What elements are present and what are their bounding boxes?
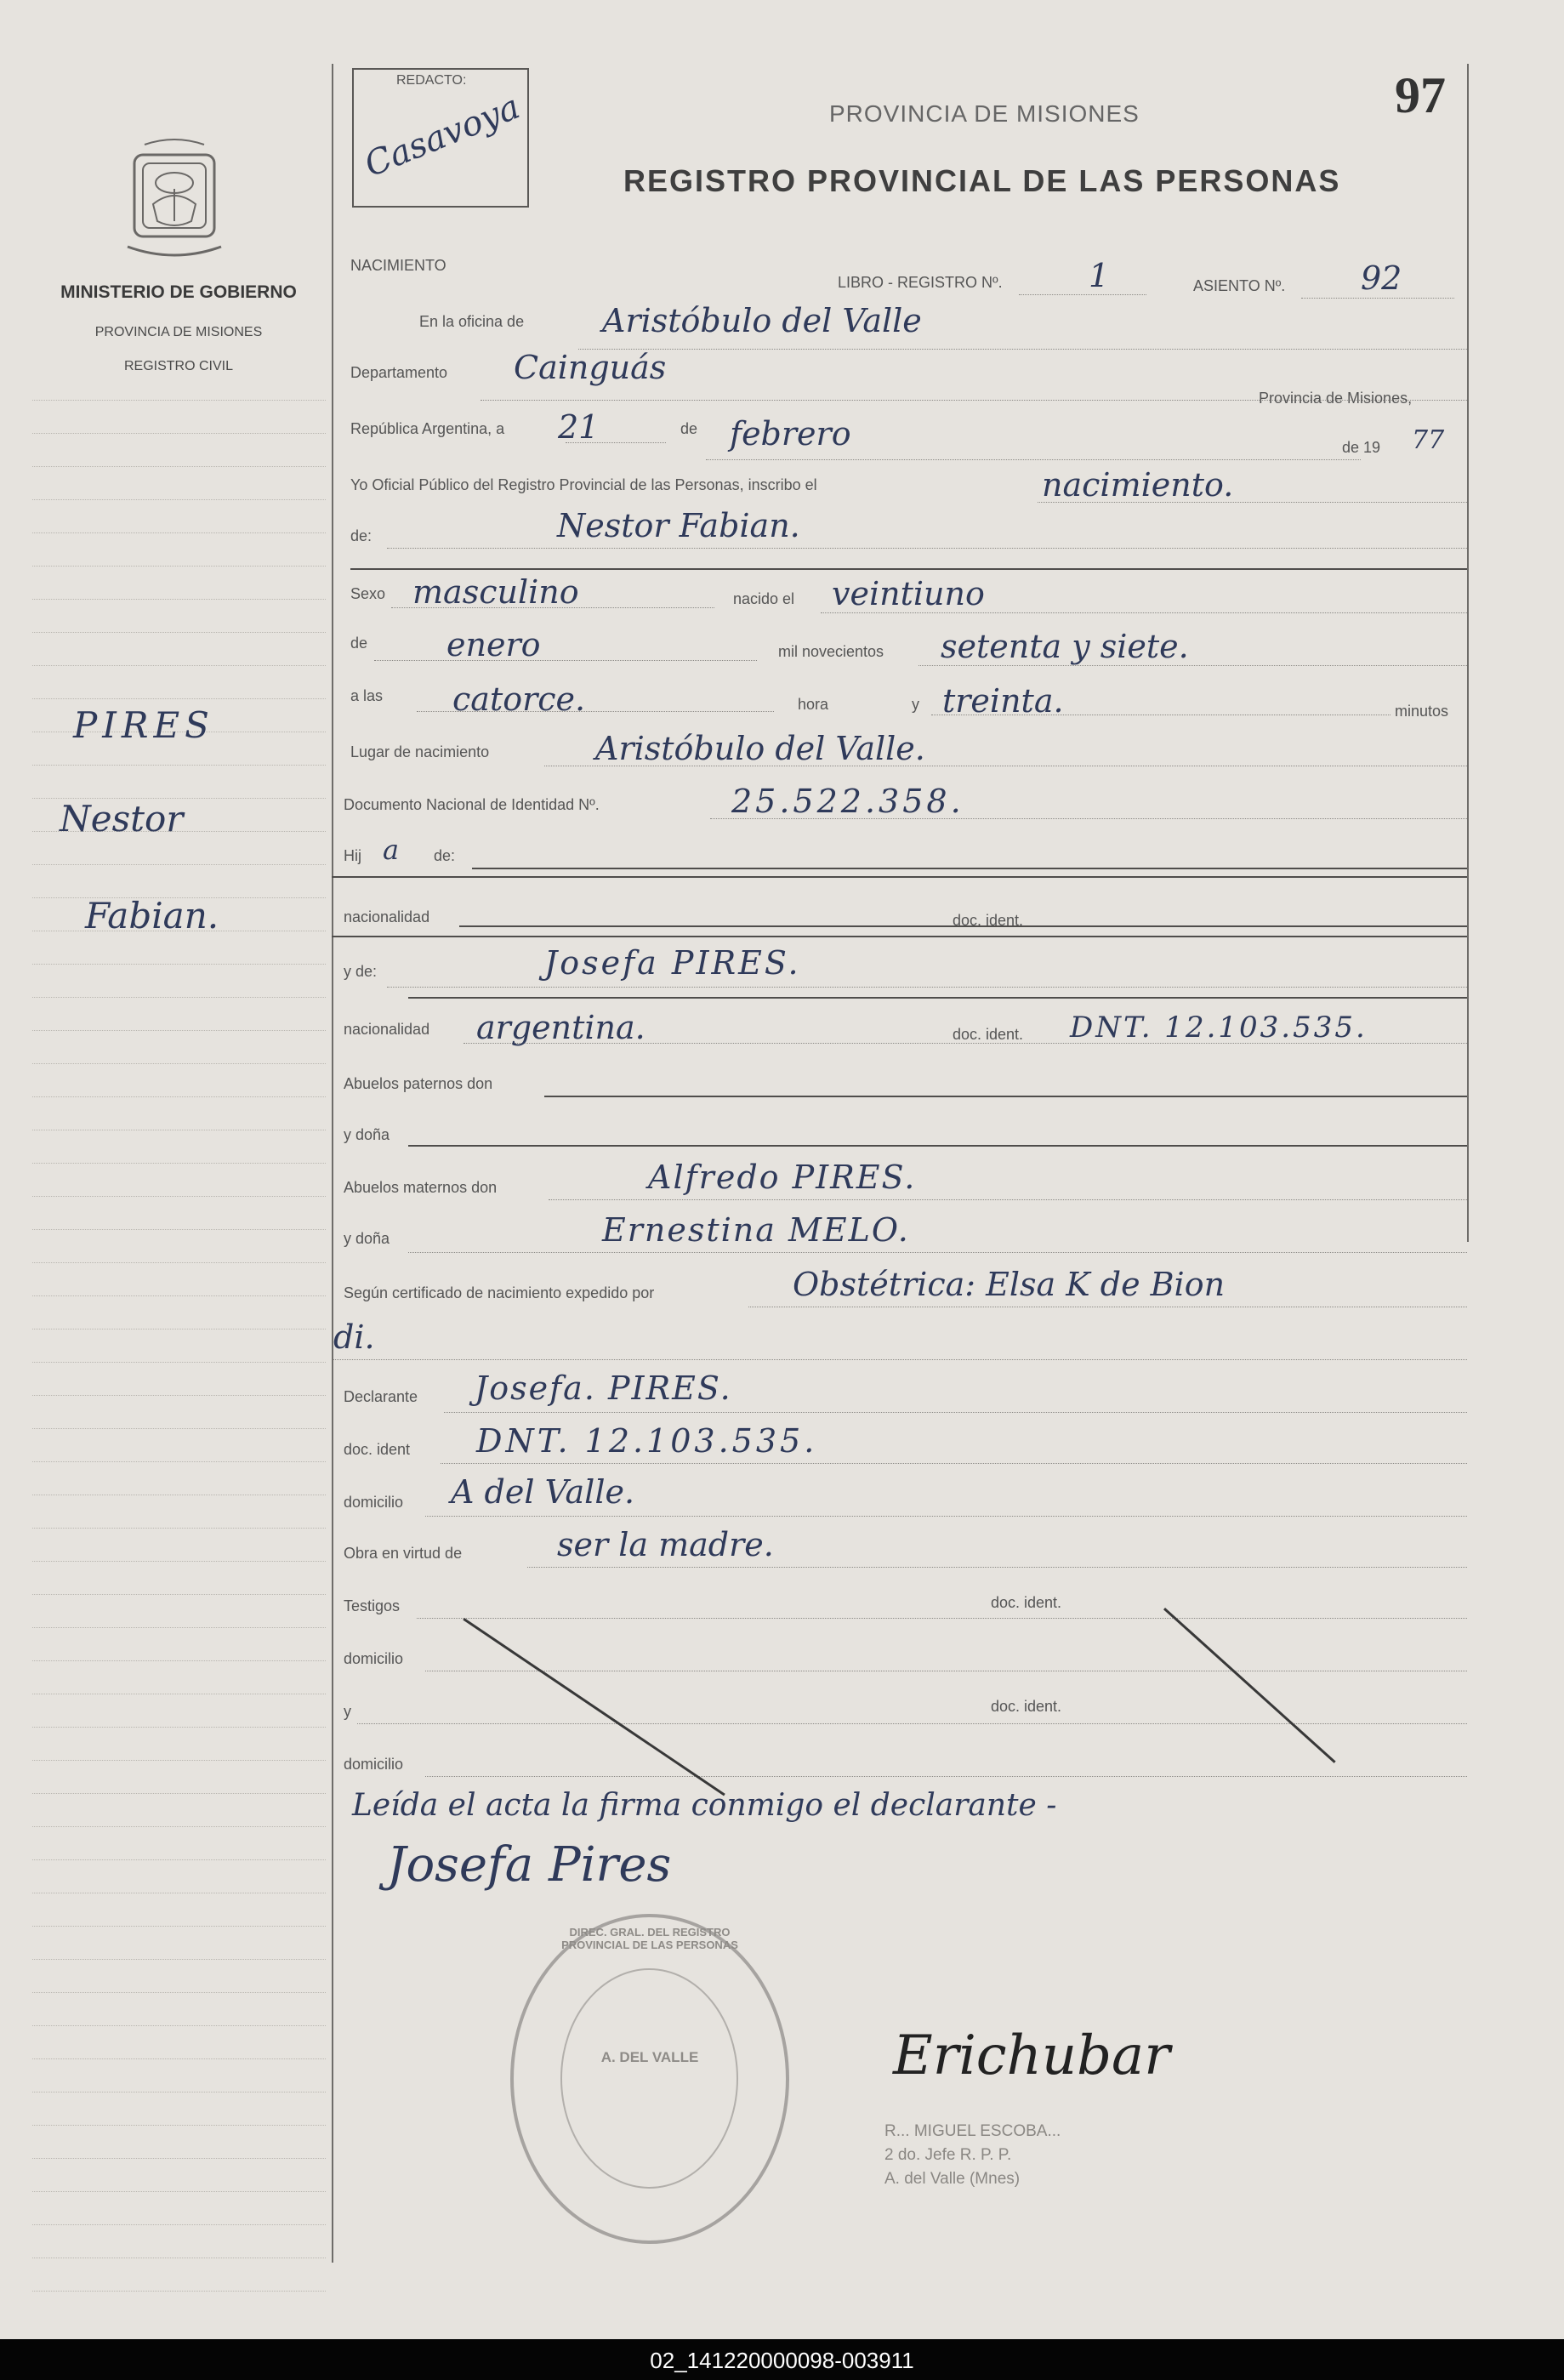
nacido-value: veintiuno: [832, 575, 985, 612]
obra-label: Obra en virtud de: [344, 1545, 463, 1562]
mother-line: [387, 987, 1467, 988]
date-de-label: de: [680, 420, 698, 437]
margin-rule-line: [32, 1262, 326, 1263]
stamp-inner-ring: [560, 1968, 738, 2189]
margin-note-firstname: Nestor: [60, 798, 184, 840]
margin-rule-line: [32, 997, 326, 998]
margin-note-middlename: Fabian.: [85, 895, 219, 937]
margin-rule-line: [32, 2291, 326, 2292]
abuela-mat-line: [408, 1252, 1467, 1253]
stamp-center-text: A. DEL VALLE: [600, 2049, 699, 2065]
ydona1-label: y doña: [344, 1126, 390, 1143]
name-underline: [350, 568, 1467, 570]
domicilio-line: [425, 1516, 1467, 1517]
margin-rule-line: [32, 466, 326, 467]
y-label: y: [912, 696, 919, 713]
month-value: febrero: [730, 415, 851, 453]
margin-rule-line: [32, 1826, 326, 1827]
testigo2-line: [357, 1723, 1467, 1724]
segun-value: Obstétrica: Elsa K de Bion: [793, 1266, 1226, 1303]
nacido-line: [821, 612, 1467, 613]
margin-rule-line: [32, 1461, 326, 1462]
footer-bar: [0, 2339, 1564, 2380]
dni-value: 25.522.358.: [731, 783, 964, 820]
margin-rule-line: [32, 1428, 326, 1429]
oficina-line: [578, 349, 1467, 350]
margin-rule-line: [32, 532, 326, 533]
margin-note-surname: PIRES: [73, 704, 214, 746]
declarante-line: [444, 1412, 1467, 1413]
oficial-value: nacimiento.: [1042, 466, 1234, 504]
asiento-value: 92: [1361, 259, 1402, 297]
margin-rule-line: [32, 499, 326, 500]
coat-of-arms-emblem: [119, 136, 230, 264]
libro-value: 1: [1089, 257, 1110, 294]
mil-line: [918, 665, 1467, 666]
mother-value: Josefa PIRES.: [544, 944, 801, 982]
alas-value: catorce.: [452, 680, 586, 718]
year-value: 77: [1412, 425, 1445, 455]
registry-label: REGISTRO CIVIL: [123, 359, 234, 373]
officer-stamp-line1: R... MIGUEL ESCOBA...: [884, 2122, 1061, 2140]
abuelo-pat-line: [544, 1096, 1467, 1097]
margin-rule-line: [32, 1561, 326, 1562]
margin-rule-line: [32, 1030, 326, 1031]
testigo2-doc-label: doc. ident.: [991, 1698, 1062, 1715]
margin-rule-line: [32, 1727, 326, 1728]
page-number: 97: [1395, 67, 1446, 123]
obra-line: [527, 1567, 1467, 1568]
margin-rule-line: [32, 1063, 326, 1064]
lugar-value: Aristóbulo del Valle.: [595, 730, 925, 767]
margin-rule-line: [32, 2125, 326, 2126]
asiento-line: [1301, 298, 1454, 299]
stamp-ring-text: DIREC. GRAL. DEL REGISTRO PROVINCIAL DE LAS PERSONAS: [561, 1926, 738, 1951]
docident-label: doc. ident: [344, 1441, 411, 1458]
officer-stamp: [884, 2120, 1061, 2191]
testigo2-domicilio-label: domicilio: [344, 1756, 404, 1773]
alas-label: a las: [350, 687, 384, 704]
docident-line: [441, 1463, 1467, 1464]
margin-rule-line: [32, 964, 326, 965]
departamento-label: Departamento: [350, 364, 448, 381]
segun-value-continued: di.: [333, 1318, 375, 1356]
margin-rule-line: [32, 1395, 326, 1396]
domicilio-value: A del Valle.: [451, 1473, 635, 1511]
margin-rule-line: [32, 1760, 326, 1761]
sexo-label: Sexo: [350, 585, 386, 602]
abuelo-mat-value: Alfredo PIRES.: [648, 1159, 917, 1196]
name-de-label: de:: [350, 527, 373, 544]
testigo1-line: [417, 1618, 1467, 1619]
sexo-value: masculino: [412, 573, 579, 611]
ministry-label: MINISTERIO DE GOBIERNO: [60, 282, 297, 302]
testigos-strike-left: [463, 1618, 725, 1796]
testigo2-y-label: y: [344, 1703, 351, 1720]
margin-rule-line: [32, 1362, 326, 1363]
domicilio-label: domicilio: [344, 1494, 404, 1511]
name-line: [387, 548, 1467, 549]
record-type-label: NACIMIENTO: [350, 257, 446, 274]
day-value: 21: [558, 408, 600, 446]
testigo1-domicilio-label: domicilio: [344, 1650, 404, 1667]
mother-line-2: [408, 997, 1467, 999]
left-province-label: PROVINCIA DE MISIONES: [94, 325, 263, 339]
margin-rule-line: [32, 1229, 326, 1230]
province-title: PROVINCIA DE MISIONES: [829, 100, 1140, 127]
margin-rule-line: [32, 566, 326, 567]
libro-label: LIBRO - REGISTRO Nº.: [838, 274, 1003, 291]
doc2-value: DNT. 12.103.535.: [1070, 1011, 1368, 1045]
oficina-value: Aristóbulo del Valle: [602, 302, 922, 339]
margin-rule-line: [32, 599, 326, 600]
margin-rule-line: [32, 1528, 326, 1529]
margin-rule-line: [32, 1660, 326, 1661]
declarante-label: Declarante: [344, 1388, 418, 1405]
left-vertical-rule: [332, 64, 333, 2263]
officer-stamp-line3: A. del Valle (Mnes): [884, 2170, 1021, 2188]
margin-rule-line: [32, 1793, 326, 1794]
officer-signature: Erichubar: [893, 2024, 1170, 2087]
year-label: de 19: [1342, 439, 1381, 456]
margin-rule-line: [32, 2191, 326, 2192]
margin-rule-line: [32, 2025, 326, 2026]
margin-rule-line: [32, 1992, 326, 1993]
nac1-label: nacionalidad: [344, 908, 430, 925]
republica-label: República Argentina, a: [350, 420, 505, 437]
oficial-text: Yo Oficial Público del Registro Provincial de las Personas, inscribo el: [350, 476, 817, 493]
abuelos-mat-label: Abuelos maternos don: [344, 1179, 498, 1196]
mil-label: mil novecientos: [778, 643, 884, 660]
libro-line: [1019, 294, 1146, 295]
segun-label: Según certificado de nacimiento expedido por: [344, 1284, 655, 1301]
minutes-value: treinta.: [942, 682, 1064, 720]
nac2-value: argentina.: [476, 1009, 646, 1046]
oficina-label: En la oficina de: [419, 313, 525, 330]
hij-de-label: de:: [434, 847, 456, 864]
testigo2-dom-line: [425, 1776, 1467, 1777]
mother-de-label: y de:: [344, 963, 378, 980]
margin-rule-line: [32, 632, 326, 633]
margin-rule-line: [32, 864, 326, 865]
margin-rule-line: [32, 1295, 326, 1296]
margin-rule-line: [32, 400, 326, 401]
redacto-signature: Casavoya: [359, 87, 526, 185]
mes-line: [374, 660, 757, 661]
closing-text: Leída el acta la firma conmigo el declarante -: [352, 1788, 1057, 1823]
testigos-strike-right: [1163, 1608, 1336, 1763]
testigo1-doc-label: doc. ident.: [991, 1594, 1062, 1611]
margin-rule-line: [32, 765, 326, 766]
footer-code: 02_141220000098-003911: [650, 2348, 914, 2373]
declarant-signature: Josefa Pires: [387, 1837, 672, 1893]
hora-label: hora: [798, 696, 829, 713]
departamento-value: Cainguás: [514, 349, 667, 386]
margin-rule-line: [32, 2224, 326, 2225]
margin-rule-line: [32, 1627, 326, 1628]
father-line-2: [332, 876, 1467, 878]
registry-round-stamp: [510, 1914, 789, 2244]
registry-title: REGISTRO PROVINCIAL DE LAS PERSONAS: [623, 163, 1341, 198]
nac2-label: nacionalidad: [344, 1021, 430, 1038]
margin-rule-line: [32, 1196, 326, 1197]
margin-rule-line: [32, 1926, 326, 1927]
doc2-label: doc. ident.: [953, 1026, 1024, 1043]
redacto-stamp: [352, 68, 529, 208]
dni-label: Documento Nacional de Identidad Nº.: [344, 796, 600, 813]
margin-rule-line: [32, 1096, 326, 1097]
margin-rule-line: [32, 665, 326, 666]
mes-value: enero: [446, 626, 541, 663]
margin-rule-line: [32, 2058, 326, 2059]
margin-rule-line: [32, 433, 326, 434]
month-line: [706, 459, 1361, 460]
hij-suffix: a: [383, 834, 400, 866]
provincia-suffix: Provincia de Misiones,: [1259, 390, 1413, 407]
margin-rule-line: [32, 2158, 326, 2159]
testigos-label: Testigos: [344, 1597, 401, 1614]
margin-rule-line: [32, 698, 326, 699]
declarante-value: Josefa. PIRES.: [475, 1369, 732, 1407]
margin-rule-line: [32, 1594, 326, 1595]
mes-label: de: [350, 635, 368, 652]
nacido-label: nacido el: [733, 590, 795, 607]
margin-rule-line: [32, 1163, 326, 1164]
abuela-pat-line: [408, 1145, 1467, 1147]
minutos-label: minutos: [1395, 703, 1449, 720]
mil-value: setenta y siete.: [941, 628, 1189, 665]
father-line: [472, 868, 1467, 869]
margin-rule-line: [32, 1959, 326, 1960]
segun-line-2: [333, 1359, 1467, 1360]
obra-value: ser la madre.: [557, 1526, 774, 1563]
lugar-label: Lugar de nacimiento: [350, 743, 490, 760]
name-value: Nestor Fabian.: [557, 507, 800, 544]
right-vertical-rule: [1467, 64, 1469, 1242]
abuelos-pat-label: Abuelos paternos don: [344, 1075, 493, 1092]
nac1-line-2: [332, 936, 1467, 937]
abuelo-mat-line: [549, 1199, 1467, 1200]
docident-value: DNT. 12.103.535.: [476, 1422, 818, 1460]
ydona2-label: y doña: [344, 1230, 390, 1247]
officer-stamp-line2: 2 do. Jefe R. P. P.: [884, 2146, 1012, 2164]
hij-label: Hij: [344, 847, 361, 864]
redacto-label: REDACTO:: [396, 73, 467, 88]
doc1-label: doc. ident.: [953, 912, 1024, 929]
asiento-label: ASIENTO Nº.: [1193, 277, 1286, 294]
abuela-mat-value: Ernestina MELO.: [602, 1211, 910, 1249]
margin-rule-line: [32, 1859, 326, 1860]
